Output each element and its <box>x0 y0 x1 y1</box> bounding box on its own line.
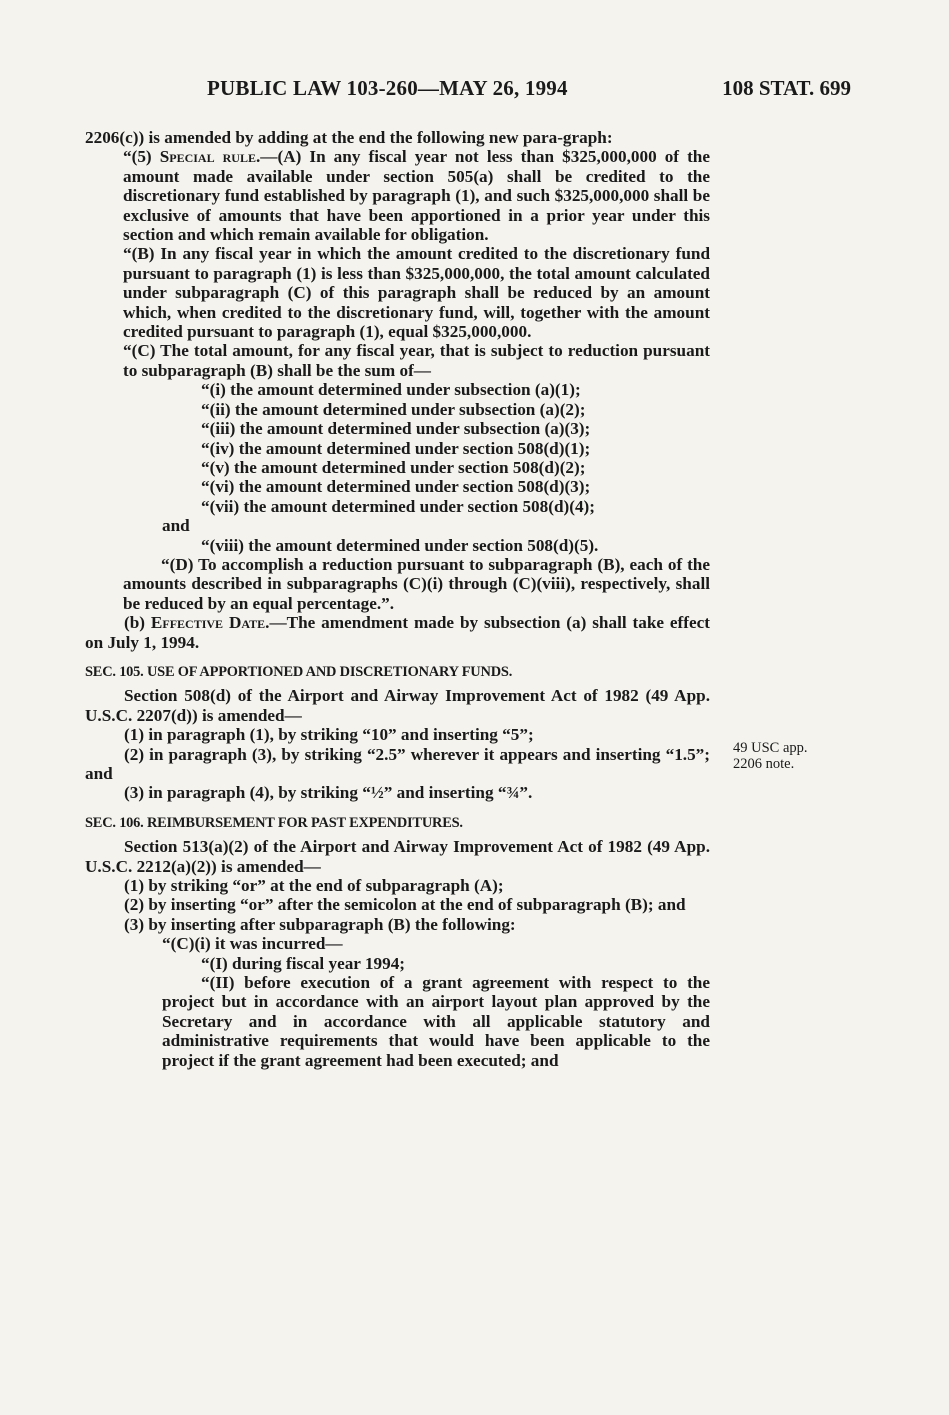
paragraph: (1) in paragraph (1), by striking “10” and inserting “5”; <box>124 725 534 745</box>
paragraph: (3) in paragraph (4), by striking “½” and inserting “¾”. <box>124 783 533 803</box>
paragraph-effective-date: (b) Effective Date.—The amendment made by subsection (a) shall take effect on July 1, 1994. <box>85 613 710 652</box>
paragraph: (2) by inserting “or” after the semicolon at the end of subparagraph (B); and <box>124 895 686 915</box>
list-item: “(II) before execution of a grant agreement with respect to the project but in accordance with an airport layout plan approved by the Secretary and in accordance with all applicable statutory and administrative requirements that would have been applicable to the project if the grant agreement had been executed; and <box>162 973 710 1070</box>
main-text-column <box>85 128 710 1070</box>
paragraph-subpara-b: “(B) In any fiscal year in which the amount credited to the discretionary fund pursuant to paragraph (1) is less than $325,000,000, the total amount calculated under subparagraph (C) of this paragraph shall be reduced by an amount which, when credited to the discretionary fund, will, together with the amount credited pursuant to paragraph (1), equal $325,000,000. <box>123 244 710 342</box>
list-item: “(iii) the amount determined under subsection (a)(3); <box>201 419 591 439</box>
list-connector: and <box>162 516 190 536</box>
paragraph: 2206(c)) is amended by adding at the end the following new para-graph: <box>85 128 613 147</box>
statute-page-number: 108 STAT. 699 <box>722 76 851 100</box>
paragraph: “(C)(i) it was incurred— <box>162 934 343 954</box>
list-item: “(i) the amount determined under subsection (a)(1); <box>201 380 581 400</box>
list-item: “(v) the amount determined under section 508(d)(2); <box>201 457 586 477</box>
margin-note-line: 2206 note. <box>733 756 795 772</box>
paragraph: (2) in paragraph (3), by striking “2.5” wherever it appears and inserting “1.5”; and <box>85 744 710 783</box>
paragraph: (3) by inserting after subparagraph (B) the following: <box>124 914 516 934</box>
section-heading: SEC. 106. REIMBURSEMENT FOR PAST EXPENDITURES. <box>85 814 463 831</box>
running-header-title: PUBLIC LAW 103-260—MAY 26, 1994 <box>207 76 568 100</box>
paragraph-special-rule: “(5) Special rule.—(A) In any fiscal year not less than $325,000,000 of the amount made available under section 505(a) shall be credited to the discretionary fund established by paragraph (1), and such $325,000,000 shall be exclusive of amounts that have been apportioned in a prior year under this section and which remain available for obligation. <box>123 147 710 245</box>
list-item: “(iv) the amount determined under section 508(d)(1); <box>201 438 591 458</box>
paragraph: Section 508(d) of the Airport and Airway Improvement Act of 1982 (49 App. U.S.C. 2207(d)) is amended— <box>85 686 710 725</box>
margin-note <box>733 740 843 772</box>
paragraph: (1) by striking “or” at the end of subparagraph (A); <box>124 876 504 896</box>
list-item: “(vii) the amount determined under section 508(d)(4); <box>201 496 596 516</box>
paragraph-subpara-c: “(C) The total amount, for any fiscal year, that is subject to reduction pursuant to subparagraph (B) shall be the sum of— <box>123 341 710 380</box>
list-item: “(vi) the amount determined under section 508(d)(3); <box>201 477 591 497</box>
paragraph: Section 513(a)(2) of the Airport and Airway Improvement Act of 1982 (49 App. U.S.C. 2212(a)(2)) is amended— <box>85 837 710 876</box>
section-heading: SEC. 105. USE OF APPORTIONED AND DISCRETIONARY FUNDS. <box>85 663 513 680</box>
list-item: “(viii) the amount determined under section 508(d)(5). <box>201 535 599 555</box>
list-item: “(ii) the amount determined under subsection (a)(2); <box>201 399 586 419</box>
list-item: “(I) during fiscal year 1994; <box>201 953 406 973</box>
paragraph-subpara-d: “(D) To accomplish a reduction pursuant to subparagraph (B), each of the amounts described in subparagraphs (C)(i) through (C)(viii), respectively, shall be reduced by an equal percentage.”. <box>123 554 710 613</box>
margin-note-line: 49 USC app. <box>733 740 808 756</box>
